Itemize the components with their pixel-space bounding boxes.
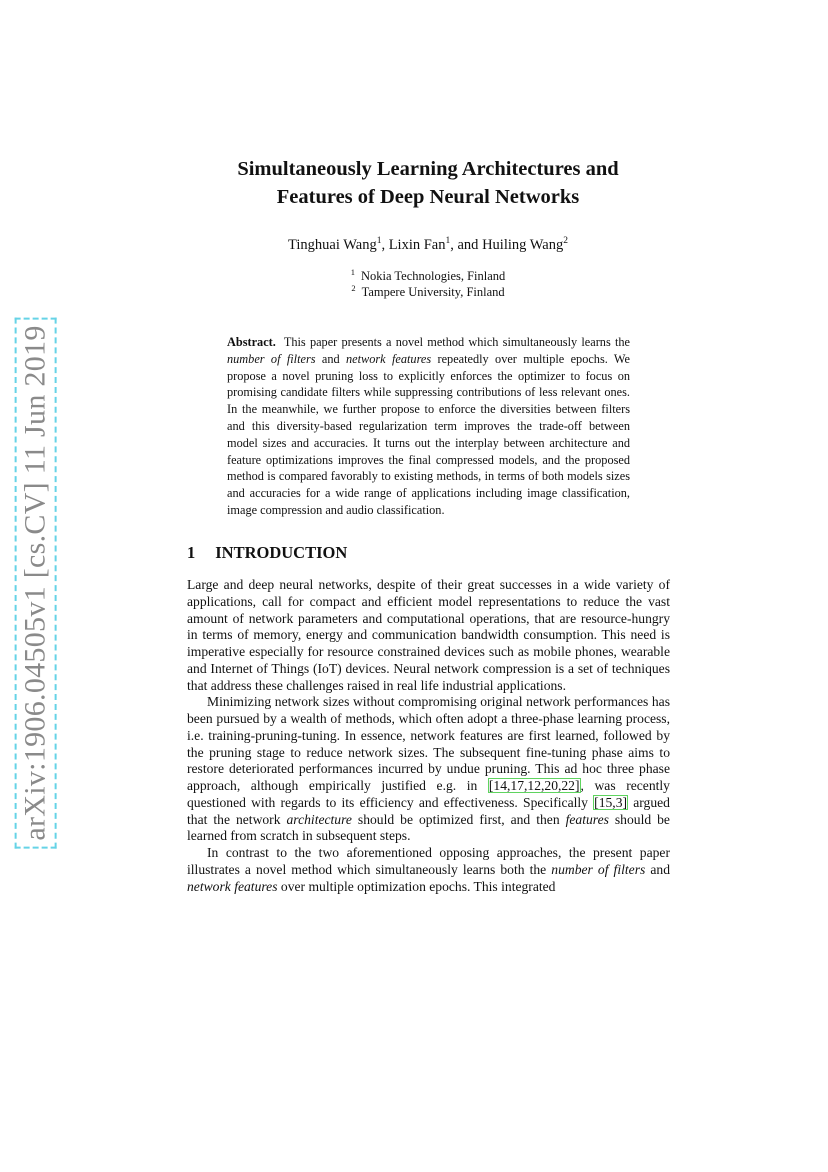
affiliation-mark: 1: [350, 267, 355, 277]
title-line-2: Features of Deep Neural Networks: [276, 186, 580, 208]
paragraph-1: Large and deep neural networks, despite of their great successes in a wide variety of applications, call for compact and efficient model representations to reduce the vast amount of network parameters and computational operations, that are resource-hungry in terms of memory, energy and communication bandwidth consumption. This need is imperative especially for resource constrained devices such as mobile phones, wearable and Internet of Things (IoT) devices. Neural network compression is a set of techniques that address these challenges raised in real life industrial applications.: [187, 577, 670, 693]
author-affiliation-mark: 2: [563, 236, 568, 246]
citation-link[interactable]: [14,17,12,20,22]: [488, 778, 580, 793]
section-number: 1: [187, 543, 196, 562]
paper-title: [170, 155, 686, 211]
citation-link[interactable]: [15,3]: [594, 794, 628, 810]
affiliation-2: [170, 283, 686, 300]
author-separator: , and: [450, 236, 483, 253]
paragraph-3: [187, 845, 670, 895]
section-heading: [187, 543, 347, 563]
body-text: [187, 577, 670, 895]
author-name: Lixin Fan: [388, 236, 446, 253]
paragraph-emphasis: number of filters: [551, 861, 646, 877]
abstract-emphasis: number of filters: [227, 351, 316, 366]
author-name: Huiling Wang: [482, 236, 564, 253]
author-affiliation-mark: 1: [445, 236, 451, 246]
abstract-text: This paper presents a novel method which simultaneously learns the: [283, 335, 630, 349]
section-title: INTRODUCTION: [215, 543, 348, 562]
affiliation-1: [170, 267, 686, 284]
affiliation-mark: 2: [351, 283, 356, 293]
affiliation-text: Tampere University, Finland: [361, 285, 505, 300]
author-name: Tinghuai Wang: [288, 236, 377, 253]
paragraph-text: Minimizing network sizes without compromising original network performances has been pursued by a wealth of methods, which often adopt a three-phase learning process, i.e. training-pruning-tuning. In essence, network features are first learned, followed by the pruning stage to reduce network sizes. The subsequent fine-tuning phase aims to restore deteriorated performances incurred by undue pruning. This ad hoc three phase approach, although empirically justified e.g. in: [187, 694, 670, 793]
paragraph-emphasis: architecture: [286, 811, 352, 827]
abstract-text: and: [321, 351, 340, 366]
arxiv-stamp: [14, 324, 58, 841]
paragraph-emphasis: features: [565, 811, 609, 827]
title-line-1: Simultaneously Learning Architectures and: [237, 158, 619, 180]
arxiv-id-text: arXiv:1906.04505v1 [cs.CV] 11 Jun 2019: [15, 317, 57, 848]
abstract-text: repeatedly over multiple epochs. We propose a novel pruning loss to explicitly enforces the optimizer to focus on promising candidate filters while suppressing contributions of less relevant ones. In the meanwhile, we further propose to enforce the diversities between filters and this diversity-based regularization term improves the trade-off between model sizes and accuracies. It turns out the interplay between architecture and feature optimizations improves the final compressed models, and the proposed method is compared favorably to existing methods, in terms of both models sizes and accuracies for a wide range of applications including image classification, image compression and audio classification.: [227, 351, 631, 517]
paragraph-emphasis: network features: [187, 878, 278, 894]
paragraph-text: should be learned from scratch in subsequent steps.: [187, 811, 670, 844]
affiliation-text: Nokia Technologies, Finland: [360, 269, 506, 284]
abstract-label: Abstract.: [227, 335, 276, 349]
paragraph-text: and: [650, 861, 670, 877]
paragraph-text: , was recently questioned with regards to its efficiency and effectiveness. Specifically: [187, 778, 670, 810]
paragraph-text: In contrast to the two aforementioned opposing approaches, the present paper illustrates a novel method which simultaneously learns both the: [187, 845, 670, 877]
paragraph-text: should be optimized first, and then: [357, 811, 560, 827]
paragraph-2: [187, 694, 670, 845]
abstract: [227, 334, 630, 519]
author-separator: ,: [381, 236, 389, 253]
author-list: [170, 236, 686, 254]
paragraph-text: over multiple optimization epochs. This integrated: [280, 878, 556, 894]
abstract-emphasis: network features: [346, 351, 432, 366]
paragraph-text: argued that the network: [187, 794, 670, 827]
author-affiliation-mark: 1: [376, 236, 382, 246]
